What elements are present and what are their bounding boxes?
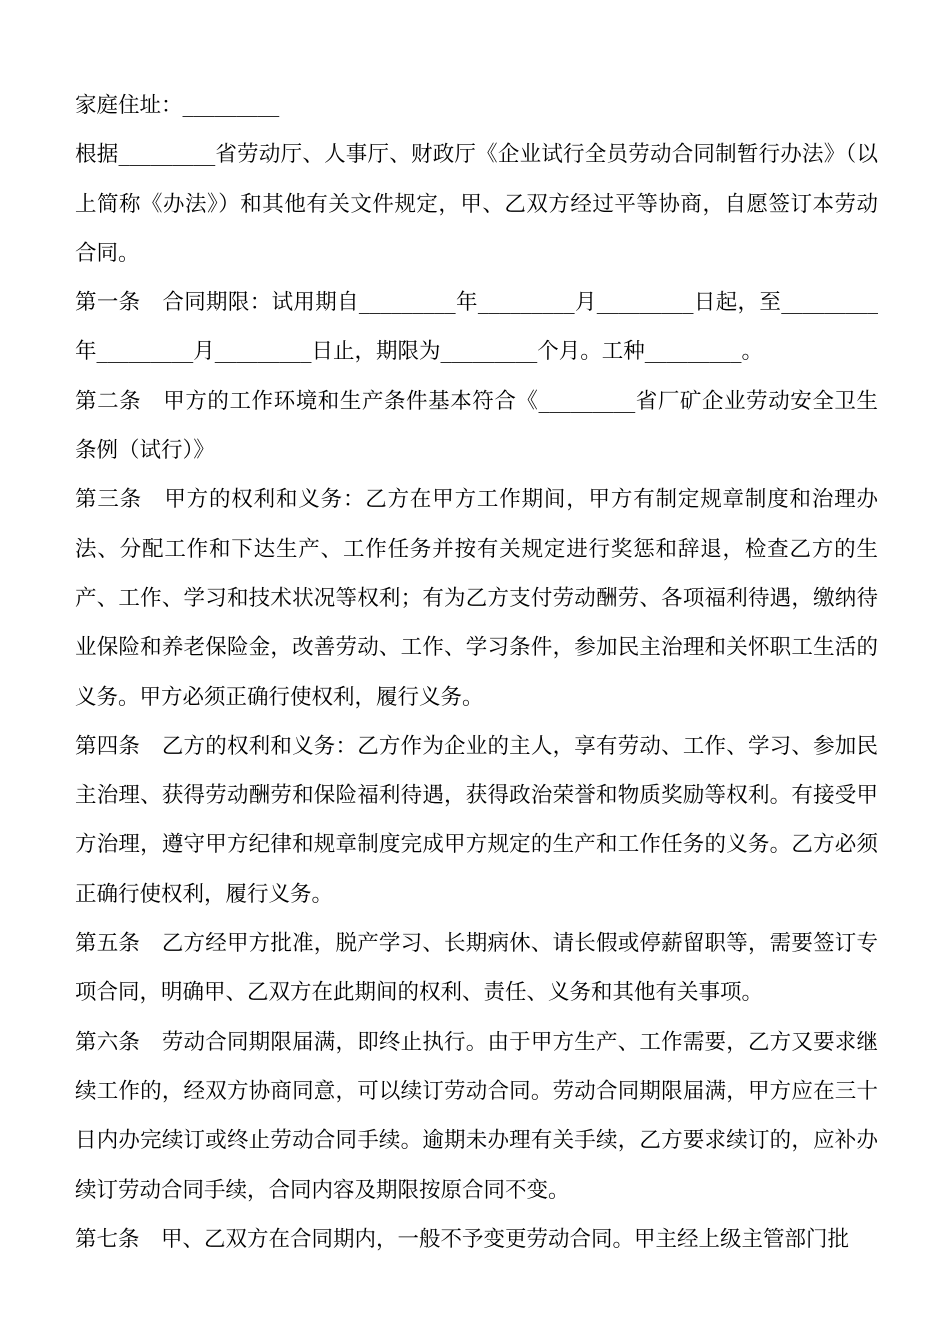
- document-page: [75, 81, 878, 1264]
- article-4-party-b-rights: 第四条 乙方的权利和义务：乙方作为企业的主人，享有劳动、工作、学习、参加民主治理、获得劳动酬劳和保险福利待遇，获得政治荣誉和物质奖励等权利。有接受甲方治理，遵守甲方纪律和规章制度完成甲方规定的生产和工作任务的义务。乙方必须正确行使权利，履行义务。: [75, 733, 878, 907]
- preamble-paragraph: 根据_________省劳动厅、人事厅、财政厅《企业试行全员劳动合同制暂行办法》（以上简称《办法》）和其他有关文件规定，甲、乙双方经过平等协商，自愿签订本劳动合同。: [75, 142, 878, 266]
- article-5-special-contracts: 第五条 乙方经甲方批准，脱产学习、长期病休、请长假或停薪留职等，需要签订专项合同，明确甲、乙双方在此期间的权利、责任、义务和其他有关事项。: [75, 931, 878, 1006]
- article-3-party-a-rights: 第三条 甲方的权利和义务：乙方在甲方工作期间，甲方有制定规章制度和治理办法、分配工作和下达生产、工作任务并按有关规定进行奖惩和辞退，检查乙方的生产、工作、学习和技术状况等权利；有为乙方支付劳动酬劳、各项福利待遇，缴纳待业保险和养老保险金，改善劳动、工作、学习条件，参加民主治理和关怀职工生活的义务。甲方必须正确行使权利，履行义务。: [75, 487, 878, 710]
- article-7-contract-changes: 第七条 甲、乙双方在合同期内，一般不予变更劳动合同。甲主经上级主管部门批: [75, 1226, 850, 1252]
- home-address-line: 家庭住址：_________: [75, 93, 280, 118]
- article-2-work-environment: 第二条 甲方的工作环境和生产条件基本符合《_________省厂矿企业劳动安全卫生条例（试行）》: [75, 388, 878, 464]
- article-6-contract-expiry: 第六条 劳动合同期限届满，即终止执行。由于甲方生产、工作需要，乙方又要求继续工作的，经双方协商同意，可以续订劳动合同。劳动合同期限届满，甲方应在三十日内办完续订或终止劳动合同手续。逾期未办理有关手续，乙方要求续订的，应补办续订劳动合同手续，合同内容及期限按原合同不变。: [75, 1029, 878, 1203]
- article-1-contract-term: 第一条 合同期限：试用期自_________年_________月_________日起，至_________年_________月_________日止，期限为_________个月。工种_________。: [75, 290, 878, 365]
